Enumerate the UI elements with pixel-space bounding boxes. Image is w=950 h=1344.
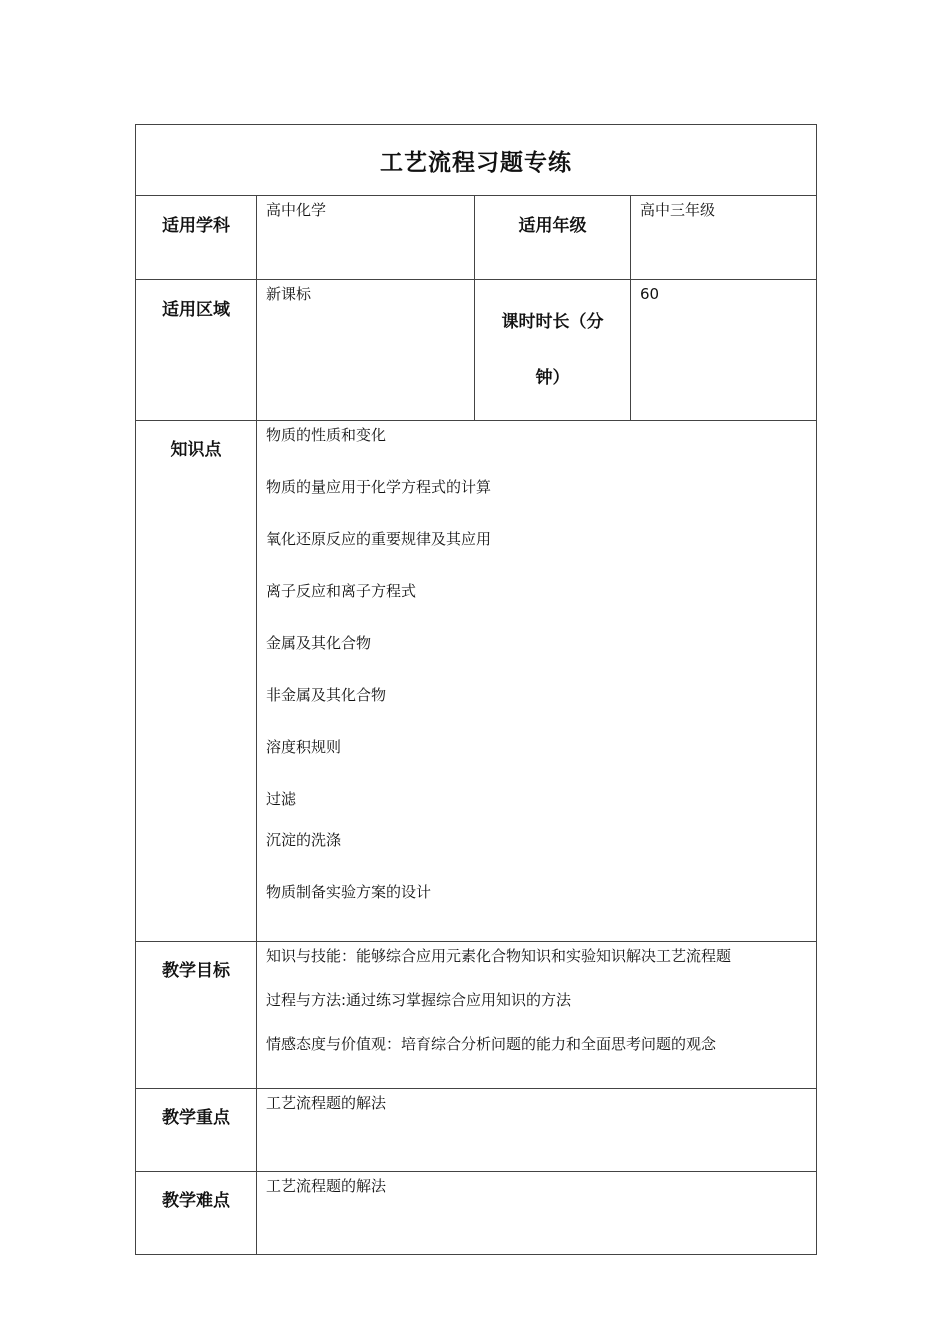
goal-item: 过程与方法:通过练习掌握综合应用知识的方法 (266, 991, 572, 1009)
region-value: 新课标 (257, 280, 475, 421)
knowledge-item: 离子反应和离子方程式 (266, 582, 417, 600)
goals-cell (257, 942, 817, 1089)
subject-label: 适用学科 (136, 196, 257, 280)
difficulty-value: 工艺流程题的解法 (257, 1172, 817, 1255)
knowledge-item: 氧化还原反应的重要规律及其应用 (266, 530, 492, 548)
page-title: 工艺流程习题专练 (136, 125, 817, 196)
subject-grade-row (136, 196, 817, 280)
lesson-plan-table (135, 124, 817, 1255)
knowledge-item: 物质的量应用于化学方程式的计算 (266, 478, 492, 496)
goals-label: 教学目标 (136, 942, 257, 1089)
knowledge-item: 非金属及其化合物 (266, 686, 387, 704)
duration-label-line1: 课时时长（分 (501, 312, 604, 332)
key-point-row (136, 1089, 817, 1172)
goals-row (136, 942, 817, 1089)
knowledge-item: 溶度积规则 (266, 738, 342, 756)
goals-list (266, 947, 816, 1053)
goal-item: 知识与技能：能够综合应用元素化合物知识和实验知识解决工艺流程题 (266, 947, 732, 965)
region-duration-row (136, 280, 817, 421)
knowledge-item: 物质的性质和变化 (266, 426, 387, 444)
difficulty-label: 教学难点 (136, 1172, 257, 1255)
duration-label (475, 280, 631, 421)
knowledge-item: 沉淀的洗涤 (266, 831, 342, 849)
knowledge-list (266, 426, 816, 901)
grade-value: 高中三年级 (631, 196, 817, 280)
knowledge-row (136, 421, 817, 942)
goal-item: 情感态度与价值观：培育综合分析问题的能力和全面思考问题的观念 (266, 1035, 717, 1053)
key-point-label: 教学重点 (136, 1089, 257, 1172)
grade-label: 适用年级 (475, 196, 631, 280)
duration-value: 60 (631, 280, 817, 421)
knowledge-label: 知识点 (136, 421, 257, 942)
key-point-value: 工艺流程题的解法 (257, 1089, 817, 1172)
knowledge-item: 金属及其化合物 (266, 634, 372, 652)
difficulty-row (136, 1172, 817, 1255)
knowledge-item: 物质制备实验方案的设计 (266, 883, 432, 901)
subject-value: 高中化学 (257, 196, 475, 280)
knowledge-item: 过滤 (266, 790, 297, 808)
region-label: 适用区域 (136, 280, 257, 421)
knowledge-cell (257, 421, 817, 942)
title-row (136, 125, 817, 196)
duration-label-line2: 钟） (535, 368, 570, 388)
